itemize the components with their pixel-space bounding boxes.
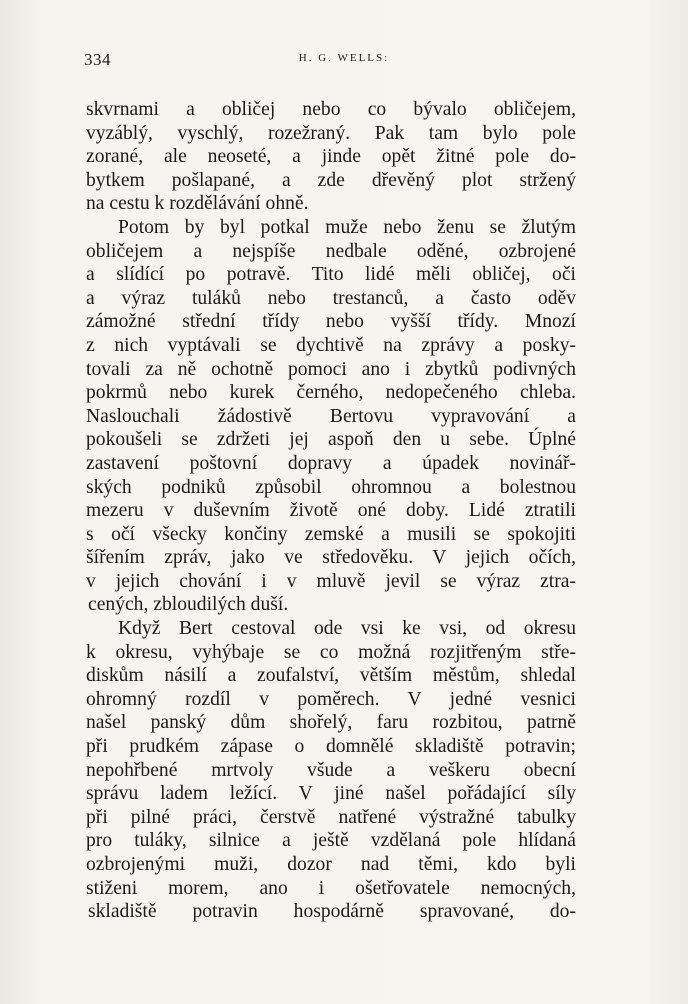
text-line: k okresu, vyhýbaje se co možná rozjitřeným stře- <box>86 641 576 663</box>
page-header <box>84 50 604 74</box>
paragraph-start-line: Když Bert cestoval ode vsi ke vsi, od okresu <box>118 618 576 640</box>
text-line: vyzáblý, vyschlý, rozežraný. Pak tam bylo pole <box>86 122 576 144</box>
paragraph-start-line: Potom by byl potkal muže nebo ženu se žlutým <box>118 216 576 238</box>
text-line: při pilné práci, čerstvě natřené výstražné tabulky <box>86 806 576 828</box>
text-line: skvrnami a obličej nebo co bývalo obličejem, <box>86 99 576 120</box>
running-head: H. G. WELLS: <box>298 52 390 64</box>
text-line: ozbrojenými muži, dozor nad těmi, kdo byli <box>86 854 576 875</box>
text-line: nepohřbené mrtvoly všude a veškeru obecní <box>86 759 576 781</box>
text-line: šířením zpráv, jako ve středověku. V jejich očích, <box>86 547 576 569</box>
text-line: v jejich chování i v mluvě jevil se výraz ztra- <box>86 570 576 592</box>
text-line: pro tuláky, silnice a ještě vzdělaná pole hlídaná <box>86 830 576 852</box>
text-line: zorané, ale neoseté, a jinde opět žitné pole do- <box>86 146 576 168</box>
text-line: zámožné střední třídy nebo vyšší třídy. Mnozí <box>86 311 576 333</box>
text-line: Naslouchali žádostivě Bertovu vypravování a <box>86 405 576 427</box>
text-line: bytkem pošlapané, a zde dřevěný plot stržený <box>86 169 576 191</box>
body-text <box>86 98 576 924</box>
text-line: a slídící po potravě. Tito lidé měli obličej, oči <box>86 264 576 286</box>
text-line: z nich vyptávali se dychtivě na zprávy a posky- <box>86 334 576 356</box>
text-line: mezeru v duševním životě oné doby. Lidé ztratili <box>86 500 576 522</box>
text-line: cených, zbloudilých duší. <box>88 594 289 616</box>
text-line: a výraz tuláků nebo trestanců, a často oděv <box>86 287 576 309</box>
text-line: při prudkém zápase o domnělé skladiště potravin; <box>86 736 576 758</box>
text-line: diskům násilí a zoufalství, větším městům, shledal <box>86 665 576 687</box>
text-line: s očí všecky končiny zemské a musili se spokojiti <box>86 523 576 545</box>
text-line: skladiště potravin hospodárně spravované, do- <box>88 901 576 923</box>
text-line: zastavení poštovní dopravy a úpadek novinář- <box>86 452 576 474</box>
text-line: správu ladem ležící. V jiné našel pořádající síly <box>86 783 576 805</box>
text-line: tovali za ně ochotně pomoci ano i zbytků podivných <box>86 358 576 380</box>
text-line: našel panský dům shořelý, faru rozbitou, patrně <box>86 712 576 734</box>
text-line: na cestu k rozdělávání ohně. <box>86 193 309 215</box>
text-line: pokrmů nebo kurek černého, nedopečeného chleba. <box>86 382 576 404</box>
page-number: 334 <box>84 50 111 69</box>
text-line: ohromný rozdíl v poměrech. V jedné vesnici <box>86 688 576 710</box>
text-line: stiženi morem, ano i ošetřovatele nemocných, <box>86 877 576 899</box>
text-line: obličejem a nejspíše nedbale oděné, ozbrojené <box>86 240 576 262</box>
text-line: pokoušeli se zdržeti jej aspoň den u sebe. Úplné <box>86 429 576 451</box>
text-line: ských podniků způsobil ohromnou a bolestnou <box>86 476 576 498</box>
